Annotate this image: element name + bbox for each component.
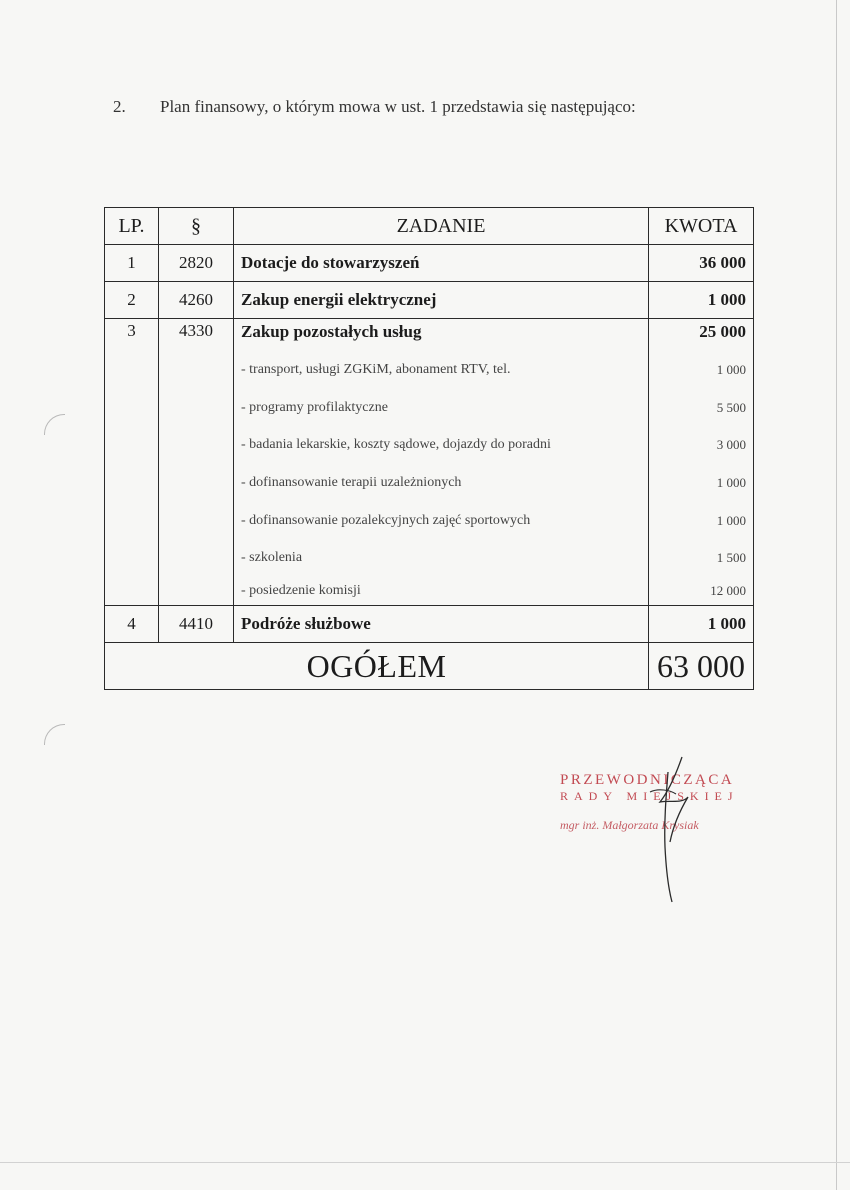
row-task: Podróże służbowe	[234, 606, 649, 643]
sub-item-label: - posiedzenie komisji	[241, 583, 361, 599]
financial-plan-table	[104, 207, 754, 690]
intro-paragraph	[113, 97, 636, 117]
row-lp: 1	[105, 245, 159, 282]
sub-item-label: - badania lekarskie, koszty sądowe, dojazdy do poradni	[241, 437, 551, 453]
sub-item-amount: 1 500	[716, 550, 746, 566]
stamp-council: RADY MIEJSKIEJ	[560, 789, 739, 803]
sub-item-label: - szkolenia	[241, 550, 303, 566]
row-amount: 1 000	[649, 282, 754, 319]
punch-hole-mark	[44, 414, 65, 435]
sub-item-amount: 1 000	[716, 362, 746, 377]
row-amount: 36 000	[649, 245, 754, 282]
row-task: Zakup energii elektrycznej	[234, 282, 649, 319]
row-amount: 1 000	[649, 606, 754, 643]
page-edge	[0, 1162, 850, 1163]
header-lp: LP.	[105, 208, 159, 245]
header-amount: KWOTA	[649, 208, 754, 245]
sub-item-label: - programy profilaktyczne	[241, 399, 388, 415]
paragraph-text: Plan finansowy, o którym mowa w ust. 1 przedstawia się następująco:	[160, 97, 636, 116]
table-row	[105, 606, 754, 643]
sub-item-list	[241, 345, 648, 605]
total-label: OGÓŁEM	[105, 643, 649, 690]
row-lp: 2	[105, 282, 159, 319]
total-amount: 63 000	[649, 643, 754, 690]
row-task: Zakup pozostałych usług	[241, 322, 422, 341]
row-paragraph: 4260	[159, 282, 234, 319]
stamp-title: PRZEWODNICZĄCA	[560, 772, 735, 788]
punch-hole-mark	[44, 724, 65, 745]
row-task: Dotacje do stowarzyszeń	[234, 245, 649, 282]
row-paragraph: 4330	[159, 319, 234, 606]
table-row	[105, 282, 754, 319]
sub-item-label: - dofinansowanie pozalekcyjnych zajęć sportowych	[241, 512, 531, 528]
sub-item-label: - transport, usługi ZGKiM, abonament RTV, tel.	[241, 362, 511, 377]
page-edge	[836, 0, 837, 1190]
sub-item-amount: 12 000	[710, 583, 746, 599]
row-task-cell	[234, 319, 649, 606]
header-task: ZADANIE	[234, 208, 649, 245]
paragraph-number: 2.	[113, 97, 126, 116]
row-lp: 4	[105, 606, 159, 643]
sub-amount-list	[649, 345, 746, 605]
row-amount: 25 000	[699, 322, 746, 341]
row-paragraph: 4410	[159, 606, 234, 643]
row-lp: 3	[105, 319, 159, 606]
sub-item-amount: 5 500	[716, 399, 746, 415]
table-header-row	[105, 208, 754, 245]
stamp-name: mgr inż. Małgorzata Krysiak	[560, 818, 699, 832]
row-amount-cell	[649, 319, 754, 606]
row-paragraph: 2820	[159, 245, 234, 282]
sub-item-amount: 3 000	[716, 437, 746, 453]
sub-item-amount: 1 000	[716, 512, 746, 528]
sub-item-label: - dofinansowanie terapii uzależnionych	[241, 475, 462, 491]
total-row	[105, 643, 754, 690]
table-row-with-items	[105, 319, 754, 606]
handwritten-signature	[630, 752, 720, 912]
table-row	[105, 245, 754, 282]
sub-item-amount: 1 000	[716, 475, 746, 491]
header-paragraph: §	[159, 208, 234, 245]
